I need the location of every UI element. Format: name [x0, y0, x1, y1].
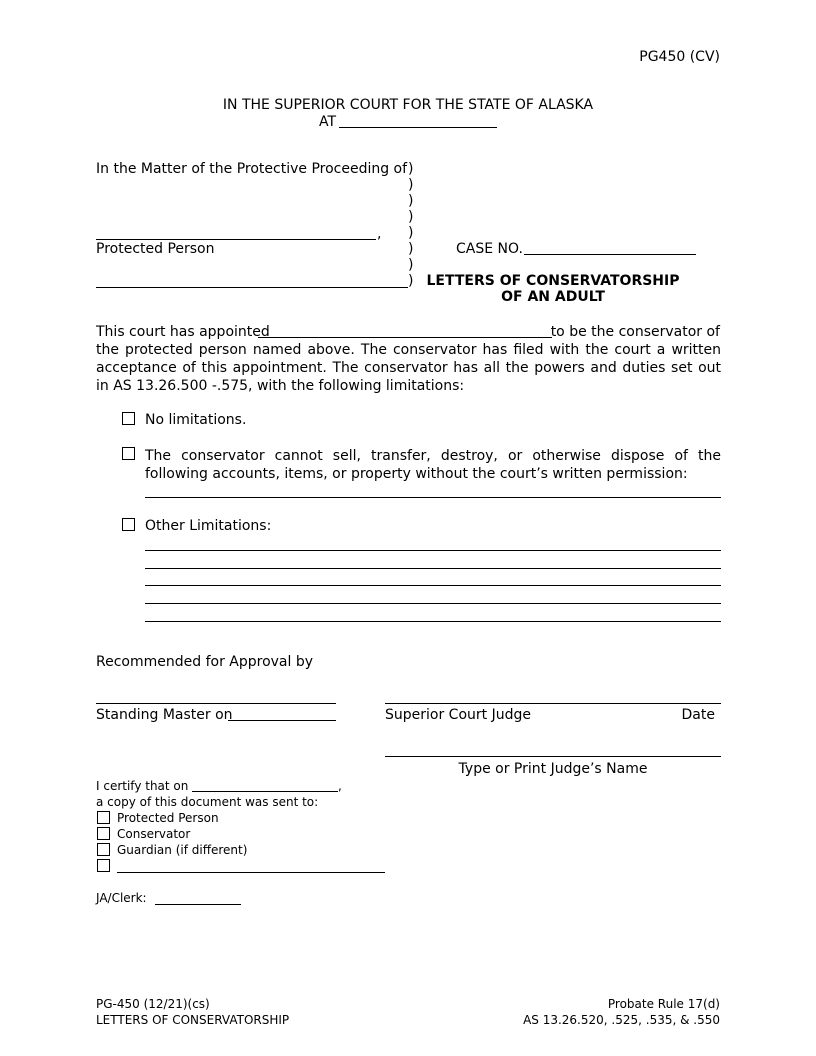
- standing-master-date-field[interactable]: [228, 720, 336, 721]
- other-limitations-line[interactable]: [145, 621, 721, 622]
- judge-name-field[interactable]: [385, 756, 721, 757]
- footer-form-number: PG-450 (12/21)(cs): [96, 997, 210, 1011]
- conservator-name-field[interactable]: [258, 337, 552, 338]
- at-label: AT: [319, 114, 337, 130]
- appointed-post: to be the conservator of: [550, 324, 720, 340]
- protected-person-name-field[interactable]: [96, 239, 376, 240]
- footer-rule: Probate Rule 17(d): [607, 997, 720, 1011]
- restricted-property-field[interactable]: [145, 497, 721, 498]
- caption-paren: ): [408, 273, 414, 289]
- recommended-label: Recommended for Approval by: [96, 654, 314, 670]
- sale-restriction-label: The conservator cannot sell, transfer, destroy, or otherwise dispose of the following accounts, items, or property without the court’s written permission:: [145, 448, 721, 482]
- footer-statutes: AS 13.26.520, .525, .535, & .550: [523, 1013, 720, 1027]
- recipient-conservator-checkbox[interactable]: [97, 827, 110, 840]
- standing-master-label: Standing Master on: [96, 707, 233, 723]
- caption-paren: ): [408, 193, 414, 209]
- recipient-label: Guardian (if different): [117, 843, 248, 857]
- judge-label: Superior Court Judge: [385, 707, 531, 723]
- caption-paren: ): [408, 177, 414, 193]
- other-limitations-line[interactable]: [145, 603, 721, 604]
- matter-label: In the Matter of the Protective Proceeding of: [96, 161, 408, 177]
- recipient-other-field[interactable]: [117, 872, 385, 873]
- certify-date-field[interactable]: [192, 791, 338, 792]
- clerk-label: JA/Clerk:: [96, 891, 147, 905]
- date-label: Date: [681, 707, 715, 723]
- recipient-label: Protected Person: [117, 811, 219, 825]
- court-title: IN THE SUPERIOR COURT FOR THE STATE OF ALASKA: [222, 97, 594, 113]
- footer-form-title: LETTERS OF CONSERVATORSHIP: [96, 1013, 290, 1027]
- court-location-field[interactable]: [339, 127, 497, 128]
- copy-sent-label: a copy of this document was sent to:: [96, 795, 319, 809]
- caption-paren: ): [408, 241, 414, 257]
- appointed-pre: This court has appointed: [96, 324, 270, 340]
- caption-paren: ): [408, 225, 414, 241]
- other-limitations-checkbox[interactable]: [122, 518, 135, 531]
- caption-paren: ): [408, 161, 414, 177]
- other-limitations-line[interactable]: [145, 585, 721, 586]
- comma: ,: [377, 226, 382, 242]
- other-limitations-label: Other Limitations:: [145, 518, 272, 534]
- judge-signature-line[interactable]: [385, 703, 721, 704]
- other-limitations-line[interactable]: [145, 550, 721, 551]
- other-limitations-line[interactable]: [145, 568, 721, 569]
- recipient-other-checkbox[interactable]: [97, 859, 110, 872]
- caption-paren: ): [408, 209, 414, 225]
- sale-restriction-checkbox[interactable]: [122, 447, 135, 460]
- recipient-label: Conservator: [117, 827, 191, 841]
- certify-pre: I certify that on: [96, 779, 189, 793]
- case-number-field[interactable]: [524, 254, 696, 255]
- caption-bottom-rule: [96, 287, 408, 288]
- document-title-line1: LETTERS OF CONSERVATORSHIP: [426, 273, 680, 289]
- judge-name-label: Type or Print Judge’s Name: [458, 761, 648, 777]
- caption-paren: ): [408, 257, 414, 273]
- protected-person-label: Protected Person: [96, 241, 215, 257]
- recipient-guardian-checkbox[interactable]: [97, 843, 110, 856]
- no-limitations-checkbox[interactable]: [122, 412, 135, 425]
- recipient-protected-person-checkbox[interactable]: [97, 811, 110, 824]
- no-limitations-label: No limitations.: [145, 412, 247, 428]
- clerk-initials-field[interactable]: [155, 904, 241, 905]
- form-code: PG450 (CV): [639, 49, 720, 65]
- certify-comma: ,: [338, 779, 342, 793]
- standing-master-signature-line[interactable]: [96, 703, 336, 704]
- appointment-paragraph: the protected person named above. The conservator has filed with the court a written acceptance of this appointment. The conservator has all the powers and duties set out in AS 13.26.500 -.575, with the following limitations:: [96, 342, 721, 394]
- case-no-label: CASE NO.: [456, 241, 523, 257]
- document-title-line2: OF AN ADULT: [501, 289, 605, 305]
